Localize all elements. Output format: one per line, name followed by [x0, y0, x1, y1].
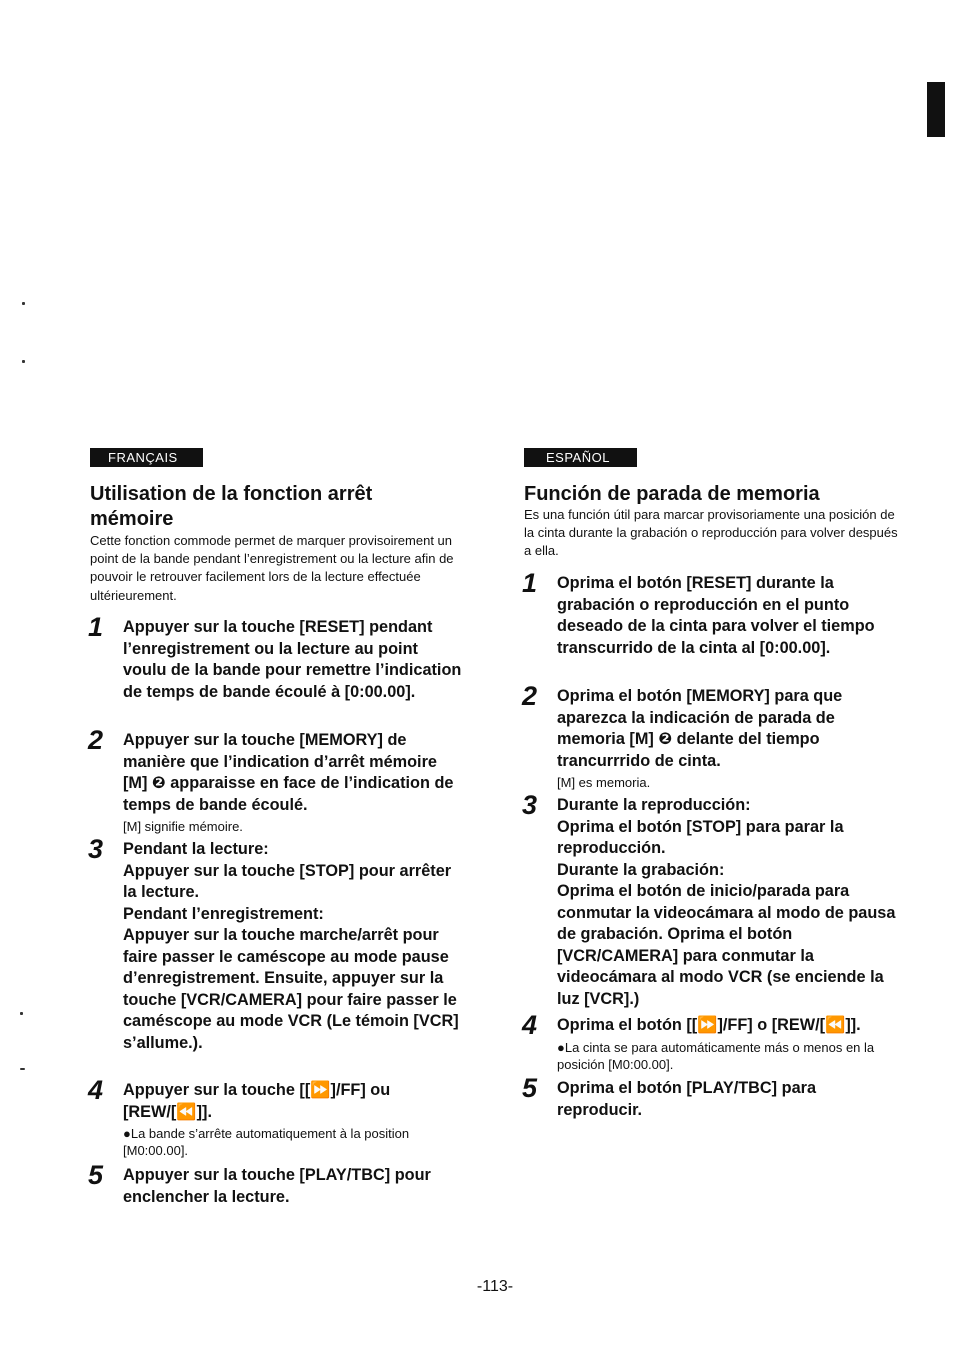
step-note: ●La bande s’arrête automatiquement à la position [M0:00.00].	[123, 1126, 410, 1158]
step-number: 2	[522, 681, 538, 711]
espanol-step-5	[522, 1073, 904, 1121]
step-text: Oprima el botón de inicio/parada para conmutar la videocámara al modo de pausa de grabación. Oprima el botón [VCR/CAMERA] para conmutar la videocámara al modo VCR (se enciende la luz [VCR].)	[557, 882, 896, 1008]
thumb-index-tab	[927, 82, 945, 137]
francais-heading-line1: Utilisation de la fonction arrêt	[90, 483, 373, 505]
step-text: Oprima el botón [RESET] durante la grabación o reproducción en el punto deseado de la cinta para volver el tiempo transcurrido de la cinta al [0:00.00].	[557, 574, 875, 657]
scan-speck	[20, 1012, 23, 1015]
francais-section-heading	[90, 482, 372, 532]
page-number: -113-	[476, 1278, 514, 1295]
step-text: Appuyer sur la touche marche/arrêt pour faire passer le caméscope au mode pause d’enregistrement. Ensuite, appuyer sur la touche [VCR/CAMERA] pour faire passer le caméscope au mode VCR (Le témoin [VCR] s’allume.).	[123, 926, 459, 1052]
francais-step-5	[88, 1160, 465, 1208]
step-note: [M] es memoria.	[557, 775, 651, 790]
step-text: Appuyer sur la touche [PLAY/TBC] pour enclencher la lecture.	[123, 1166, 431, 1206]
francais-step-3	[88, 834, 465, 1054]
step-number: 5	[88, 1160, 104, 1190]
francais-intro: Cette fonction commode permet de marquer provisoirement un point de la bande pendant l’enregistrement ou la lecture afin de pouvoir le retrouver facilement lors de la lecture effectuée ultérieurement.	[90, 533, 454, 603]
espanol-intro: Es una función útil para marcar provisoriamente una posición de la cinta durante la grabación o reproducción para volver después a ella.	[524, 507, 898, 559]
francais-step-4	[88, 1075, 465, 1159]
step-number: 2	[88, 725, 104, 755]
scan-speck	[22, 302, 25, 305]
step-text: Oprima el botón [MEMORY] para que aparezca la indicación de parada de memoria [M] ❷ delante del tiempo trancurrrido de cinta.	[557, 687, 843, 770]
step-subheading: Pendant la lecture:	[123, 840, 269, 858]
step-number: 1	[522, 568, 538, 598]
francais-step-1	[88, 612, 465, 703]
step-number: 4	[522, 1010, 538, 1040]
step-number: 5	[522, 1073, 538, 1103]
espanol-step-4	[522, 1010, 904, 1073]
scan-speck	[22, 360, 25, 363]
step-number: 3	[522, 790, 538, 820]
step-subheading: Durante la grabación:	[557, 860, 725, 879]
step-note: [M] signifie mémoire.	[123, 819, 243, 834]
espanol-step-3	[522, 790, 904, 1010]
espanol-section-heading: Función de parada de memoria	[524, 483, 820, 505]
step-text: Appuyer sur la touche [RESET] pendant l’enregistrement ou la lecture au point voulu de la bande pour remettre l’indication de temps de bande écoulé à [0:00.00].	[123, 618, 462, 701]
step-subheading: Durante la reproducción:	[557, 796, 751, 814]
step-note: ●La cinta se para automáticamente más o menos en la posición [M0:00.00].	[557, 1039, 875, 1072]
step-subheading: Pendant l’enregistrement:	[123, 904, 324, 923]
step-number: 3	[88, 834, 104, 864]
step-number: 4	[88, 1075, 104, 1105]
step-number: 1	[88, 612, 104, 642]
scan-speck	[20, 1068, 25, 1070]
step-text: Oprima el botón [STOP] para parar la reproducción.	[557, 817, 844, 857]
francais-step-2	[88, 725, 465, 835]
step-text: Appuyer sur la touche [STOP] pour arrêter la lecture.	[123, 861, 452, 901]
step-text: Oprima el botón [[⏩]/FF] o [REW/[⏪]].	[557, 1016, 861, 1034]
espanol-step-1	[522, 568, 904, 659]
step-text: Appuyer sur la touche [[⏩]/FF] ou [REW/[⏪]].	[123, 1081, 391, 1121]
step-text: Appuyer sur la touche [MEMORY] de manière que l’indication d’arrêt mémoire [M] ❷ apparaisse en face de l’indication de temps de bande écoulé.	[123, 731, 454, 814]
espanol-language-label: ESPAÑOL	[524, 448, 637, 467]
francais-language-label: FRANÇAIS	[90, 448, 203, 467]
francais-heading-line2: mémoire	[90, 508, 174, 530]
step-text: Oprima el botón [PLAY/TBC] para reproducir.	[557, 1079, 817, 1119]
espanol-step-2	[522, 681, 904, 791]
